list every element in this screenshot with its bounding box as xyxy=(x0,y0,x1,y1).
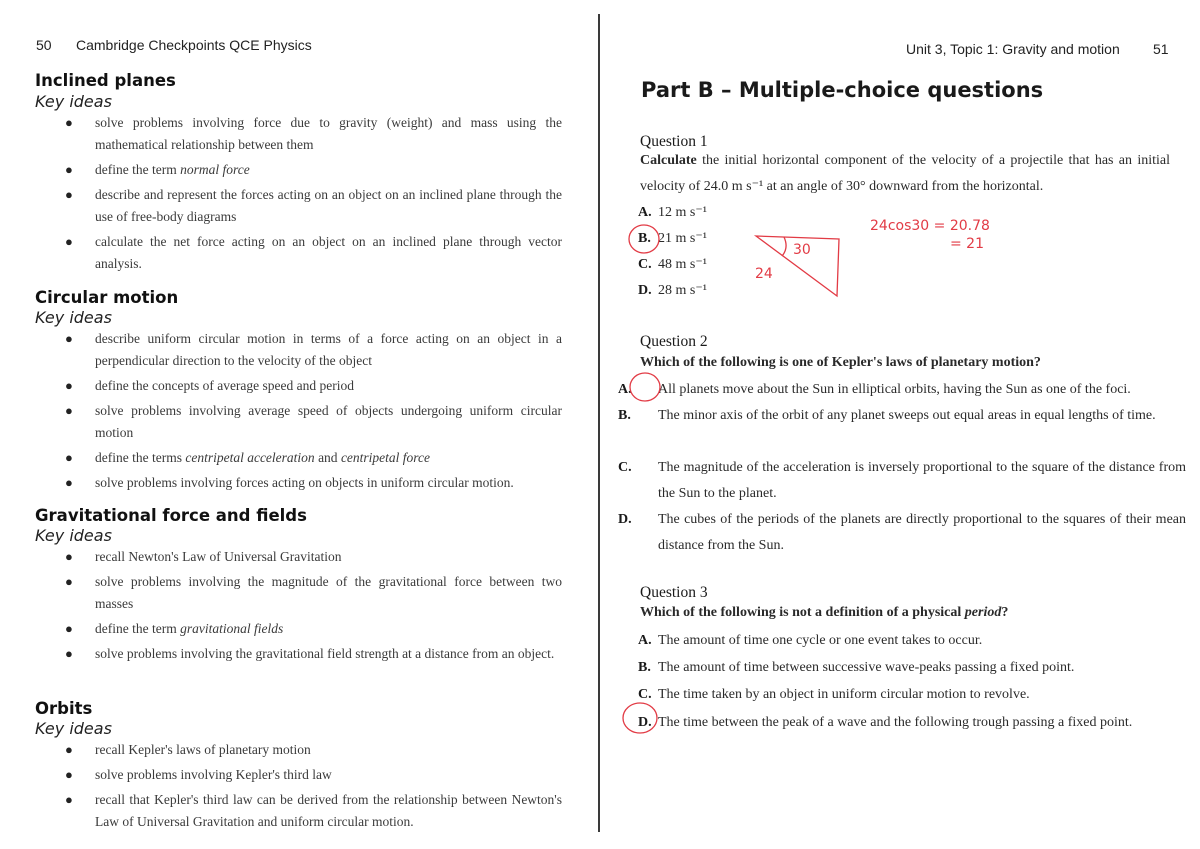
term-gravitational-fields: gravitational fields xyxy=(180,621,284,636)
list-item: ● define the term gravitational fields xyxy=(65,621,284,636)
stem-lead: Calculate xyxy=(640,153,697,168)
page-number: 50 xyxy=(36,37,52,53)
term-centripetal-acceleration: centripetal acceleration xyxy=(185,450,315,465)
running-head: Cambridge Checkpoints QCE Physics xyxy=(76,37,312,53)
question-number: Question 1 xyxy=(640,133,708,150)
term-centripetal-force: centripetal force xyxy=(340,450,431,465)
running-head: Unit 3, Topic 1: Gravity and motion xyxy=(906,41,1120,57)
key-ideas-list xyxy=(62,112,562,278)
section-title: Gravitational force and fields xyxy=(35,506,307,525)
stem-text: Which of the following is not a definition of a physical period? xyxy=(640,605,1009,620)
question-number: Question 3 xyxy=(640,584,708,601)
option-a[interactable]: A. 12 m s⁻¹ xyxy=(638,205,707,220)
option-d[interactable]: D. The cubes of the periods of the planets are directly proportional to the squares of their mean distance from the Sun. xyxy=(618,512,1186,553)
option-d[interactable]: D. The time between the peak of a wave and the following trough passing a fixed point. xyxy=(638,715,1133,730)
stem-not: not xyxy=(792,605,812,620)
option-b[interactable]: B. 21 m s⁻¹ xyxy=(638,231,707,246)
page-number: 51 xyxy=(1153,41,1169,57)
list-item: ● define the term normal force xyxy=(65,162,250,177)
answer-circle-q2 xyxy=(630,373,660,401)
list-item: ● solve problems involving force due to gravity (weight) and mass using the mathematical relationship between them xyxy=(65,115,562,152)
list-item: ● solve problems involving the magnitude of the gravitational force between two masses xyxy=(65,574,562,611)
handwritten-annotations xyxy=(603,0,1200,849)
item-lead: define the term xyxy=(95,621,181,636)
option-a[interactable]: A. The amount of time one cycle or one event takes to occur. xyxy=(638,633,983,648)
working-line-1: 24cos30 = 20.78 xyxy=(870,218,990,234)
item-and: and xyxy=(314,450,341,465)
key-ideas-label: Key ideas xyxy=(35,92,112,111)
option-d[interactable]: D. 28 m s⁻¹ xyxy=(638,283,707,298)
list-item: ● solve problems involving forces acting on objects in uniform circular motion. xyxy=(65,475,514,490)
section-title: Circular motion xyxy=(35,288,179,307)
stem-text: Which of the following is one of Kepler's laws of planetary motion? xyxy=(640,355,1041,370)
section-title: Inclined planes xyxy=(35,71,176,90)
list-item: ● recall that Kepler's third law can be derived from the relationship between Newton's Law of Universal Gravitation and uniform circular motion. xyxy=(65,792,562,829)
stem-period: period xyxy=(964,605,1002,620)
section-title: Orbits xyxy=(35,699,93,718)
option-c[interactable]: C. The time taken by an object in uniform circular motion to revolve. xyxy=(638,687,1030,702)
list-item: ● describe and represent the forces acting on an object on an inclined plane through the use of free-body diagrams xyxy=(65,187,562,224)
list-item: ● define the terms centripetal acceleration and centripetal force xyxy=(65,450,431,465)
list-item: ● recall Kepler's laws of planetary motion xyxy=(65,742,311,757)
term-normal-force: normal force xyxy=(180,162,250,177)
list-item: ● recall Newton's Law of Universal Gravitation xyxy=(65,549,342,564)
list-item: ● define the concepts of average speed and period xyxy=(65,378,355,393)
answer-circle-q1 xyxy=(629,225,659,253)
list-item: ● solve problems involving average speed of objects undergoing uniform circular motion xyxy=(65,403,562,440)
question-number: Question 2 xyxy=(640,333,708,350)
part-title: Part B – Multiple-choice questions xyxy=(641,78,1044,102)
option-c[interactable]: C. The magnitude of the acceleration is inversely proportional to the square of the distance from the Sun to the planet. xyxy=(618,460,1186,501)
list-item: ● describe uniform circular motion in terms of a force acting on an object in a perpendicular direction to the velocity of the object xyxy=(65,331,562,368)
list-item: ● solve problems involving Kepler's third law xyxy=(65,767,332,782)
list-item: ● solve problems involving the gravitational field strength at a distance from an object. xyxy=(65,646,555,661)
list-item: ● calculate the net force acting on an object on an inclined plane through vector analysis. xyxy=(65,234,562,271)
key-ideas-label: Key ideas xyxy=(35,526,112,545)
item-lead: define the term xyxy=(95,162,181,177)
answer-circle-q3 xyxy=(623,703,657,733)
key-ideas-label: Key ideas xyxy=(35,719,112,738)
stem-text: the initial horizontal component of the velocity of a projectile that has an initial velocity of 24.0 m s⁻¹ at an angle of 30° downward from the horizontal. xyxy=(640,153,1170,194)
option-a[interactable]: A. All planets move about the Sun in elliptical orbits, having the Sun as one of the foci. xyxy=(618,382,1131,397)
option-c[interactable]: C. 48 m s⁻¹ xyxy=(638,257,707,272)
item-lead: define the terms xyxy=(95,450,186,465)
key-ideas-label: Key ideas xyxy=(35,308,112,327)
angle-arc xyxy=(782,237,786,256)
key-ideas-list xyxy=(62,328,562,497)
right-page xyxy=(603,0,1200,849)
side-label: 24 xyxy=(755,266,773,282)
option-b[interactable]: B. The minor axis of the orbit of any planet sweeps out equal areas in equal lengths of time. xyxy=(618,408,1156,423)
working-line-2: = 21 xyxy=(950,236,984,252)
option-b[interactable]: B. The amount of time between successive wave-peaks passing a fixed point. xyxy=(638,660,1075,675)
key-ideas-list xyxy=(62,546,562,668)
key-ideas-list xyxy=(62,739,562,836)
angle-label: 30 xyxy=(793,242,811,258)
